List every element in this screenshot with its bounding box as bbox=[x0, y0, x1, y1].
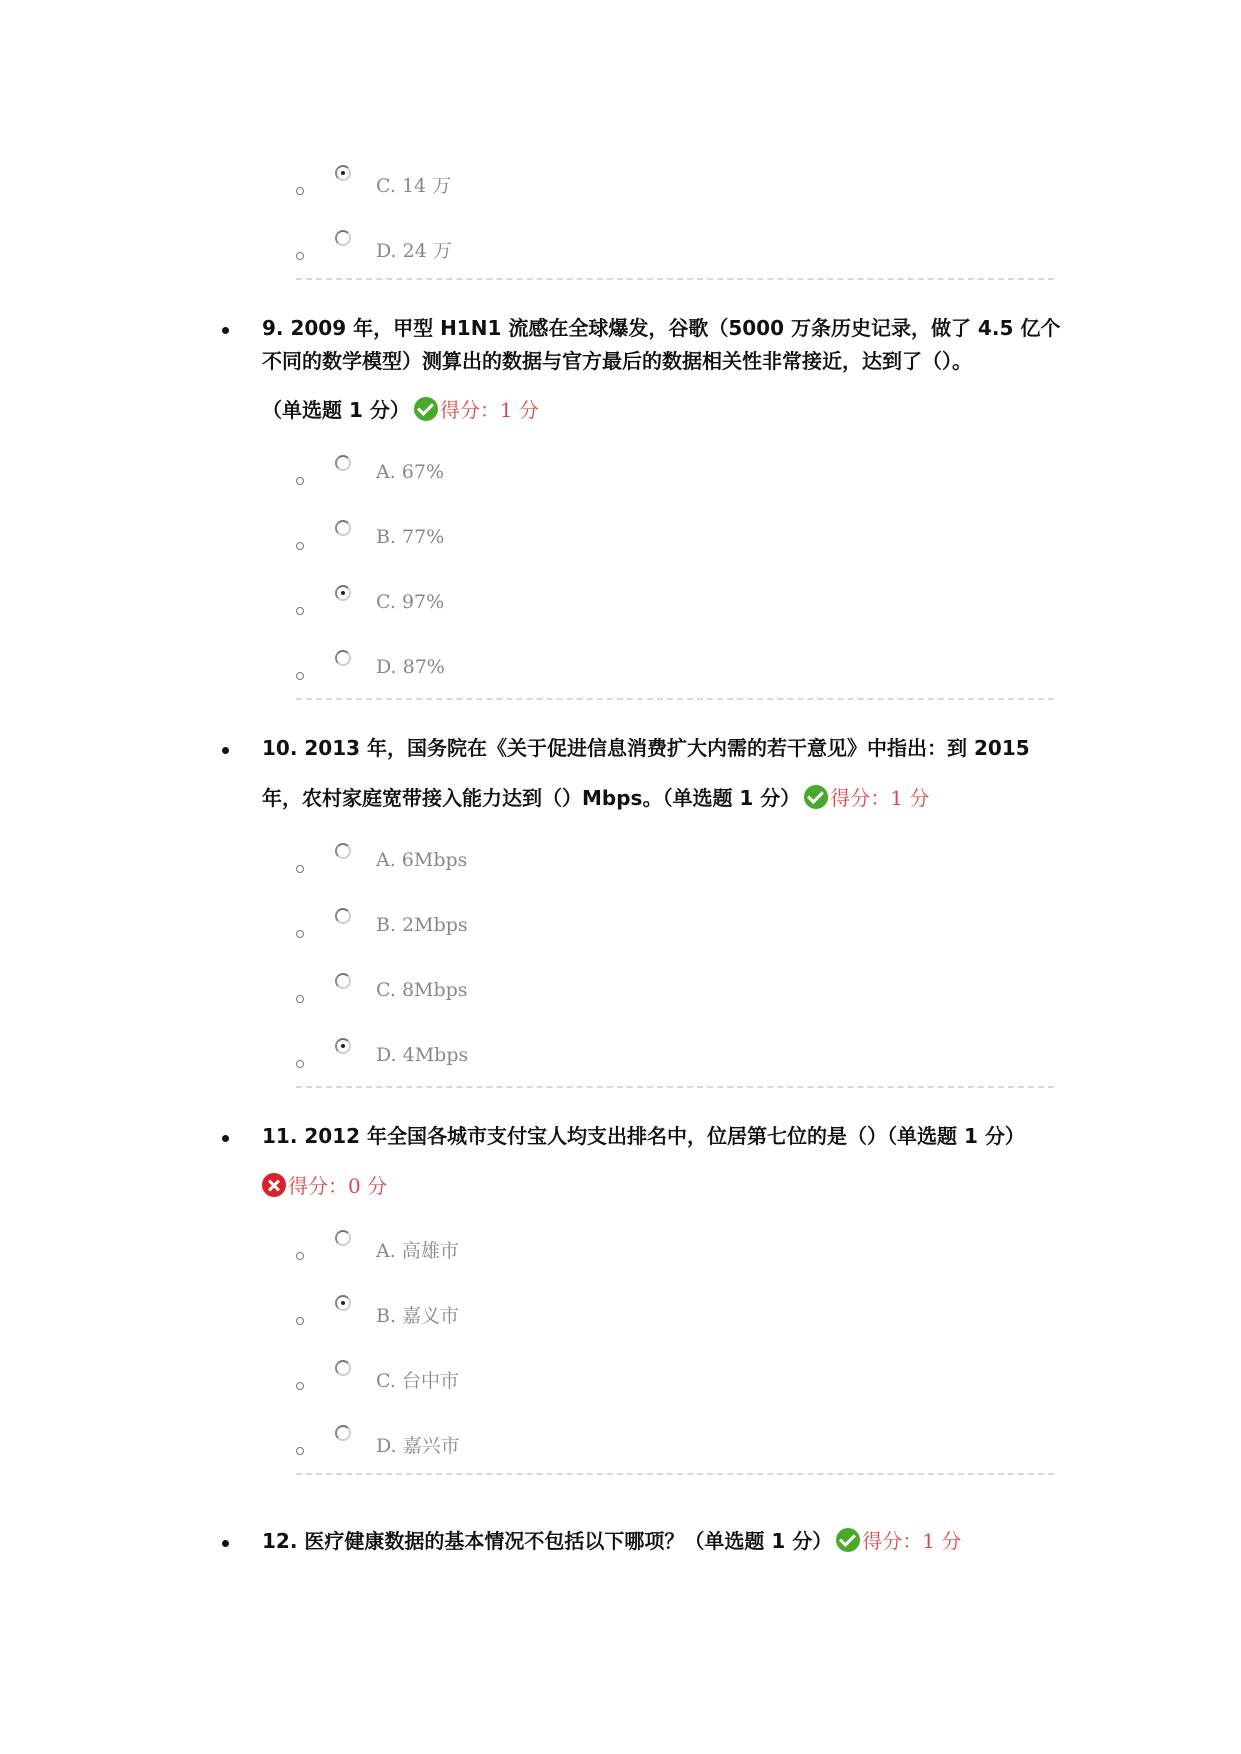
list-bullet-icon bbox=[296, 1447, 304, 1455]
list-bullet-icon bbox=[296, 1382, 304, 1390]
option-label: B. 2Mbps bbox=[376, 914, 468, 936]
question-divider bbox=[296, 278, 1054, 280]
radio-unchecked-icon[interactable] bbox=[335, 1230, 351, 1246]
option-label: A. 高雄市 bbox=[376, 1240, 459, 1262]
list-bullet-icon bbox=[296, 930, 304, 938]
radio-checked-icon[interactable] bbox=[335, 165, 351, 181]
radio-unchecked-icon[interactable] bbox=[335, 455, 351, 471]
list-bullet-icon bbox=[296, 1252, 304, 1260]
option-label: C. 97% bbox=[376, 591, 445, 613]
radio-unchecked-icon[interactable] bbox=[335, 1360, 351, 1376]
question-divider bbox=[296, 1086, 1054, 1088]
score-text: 得分：1 分 bbox=[862, 1529, 962, 1553]
option-label: C. 14 万 bbox=[376, 175, 452, 197]
radio-unchecked-icon[interactable] bbox=[335, 520, 351, 536]
list-bullet-icon bbox=[296, 477, 304, 485]
option-label: D. 87% bbox=[376, 656, 445, 678]
question-meta-line bbox=[262, 1170, 387, 1199]
question-type: （单选题 1 分） bbox=[662, 786, 801, 810]
correct-check-icon bbox=[836, 1528, 860, 1552]
question-type: （单选题 1 分） bbox=[684, 1529, 833, 1553]
wrong-cross-icon bbox=[262, 1173, 286, 1197]
score-text: 得分：0 分 bbox=[288, 1174, 388, 1198]
radio-checked-icon[interactable] bbox=[335, 1295, 351, 1311]
list-bullet-icon bbox=[296, 672, 304, 680]
list-bullet-icon bbox=[296, 865, 304, 873]
list-bullet-icon bbox=[296, 252, 304, 260]
correct-check-icon bbox=[804, 785, 828, 809]
question-text: 不同的数学模型）测算出的数据与官方最后的数据相关性非常接近，达到了（）。 bbox=[262, 349, 972, 373]
radio-unchecked-icon[interactable] bbox=[335, 908, 351, 924]
option-label: D. 4Mbps bbox=[376, 1044, 469, 1066]
list-bullet-icon bbox=[296, 187, 304, 195]
radio-unchecked-icon[interactable] bbox=[335, 650, 351, 666]
question-meta-line bbox=[262, 394, 539, 423]
radio-unchecked-icon[interactable] bbox=[335, 843, 351, 859]
option-label: C. 8Mbps bbox=[376, 979, 468, 1001]
list-bullet-icon bbox=[296, 995, 304, 1003]
correct-check-icon bbox=[414, 397, 438, 421]
list-bullet-icon bbox=[296, 1317, 304, 1325]
question-meta-line bbox=[262, 1525, 961, 1554]
question-meta-line bbox=[262, 782, 929, 811]
score-text: 得分：1 分 bbox=[830, 786, 930, 810]
question-type: （单选题 1 分） bbox=[262, 398, 410, 422]
question-text: 9. 2009 年，甲型 H1N1 流感在全球爆发，谷歌（5000 万条历史记录，做了 4.5 亿个 bbox=[262, 316, 1061, 340]
radio-unchecked-icon[interactable] bbox=[335, 1425, 351, 1441]
option-label: D. 24 万 bbox=[376, 240, 452, 262]
question-text: 12. 医疗健康数据的基本情况不包括以下哪项？ bbox=[262, 1529, 685, 1553]
option-label: C. 台中市 bbox=[376, 1370, 459, 1392]
list-bullet-icon bbox=[222, 327, 229, 334]
list-bullet-icon bbox=[222, 747, 229, 754]
option-label: D. 嘉兴市 bbox=[376, 1435, 460, 1457]
question-divider bbox=[296, 698, 1054, 700]
radio-unchecked-icon[interactable] bbox=[335, 973, 351, 989]
option-label: A. 67% bbox=[376, 461, 445, 483]
score-text: 得分：1 分 bbox=[439, 398, 539, 422]
list-bullet-icon bbox=[222, 1540, 229, 1547]
question-text: 11. 2012 年全国各城市支付宝人均支出排名中，位居第七位的是（）（单选题 1 分） bbox=[262, 1124, 1025, 1148]
question-text: 年，农村家庭宽带接入能力达到（）Mbps。 bbox=[262, 786, 663, 810]
radio-checked-icon[interactable] bbox=[335, 1038, 351, 1054]
option-label: A. 6Mbps bbox=[376, 849, 468, 871]
radio-unchecked-icon[interactable] bbox=[335, 230, 351, 246]
radio-checked-icon[interactable] bbox=[335, 585, 351, 601]
option-label: B. 嘉义市 bbox=[376, 1305, 460, 1327]
option-label: B. 77% bbox=[376, 526, 445, 548]
question-divider bbox=[296, 1473, 1054, 1475]
list-bullet-icon bbox=[296, 607, 304, 615]
question-text: 10. 2013 年，国务院在《关于促进信息消费扩大内需的若干意见》中指出：到 2015 bbox=[262, 736, 1030, 760]
list-bullet-icon bbox=[296, 542, 304, 550]
list-bullet-icon bbox=[296, 1060, 304, 1068]
list-bullet-icon bbox=[222, 1135, 229, 1142]
